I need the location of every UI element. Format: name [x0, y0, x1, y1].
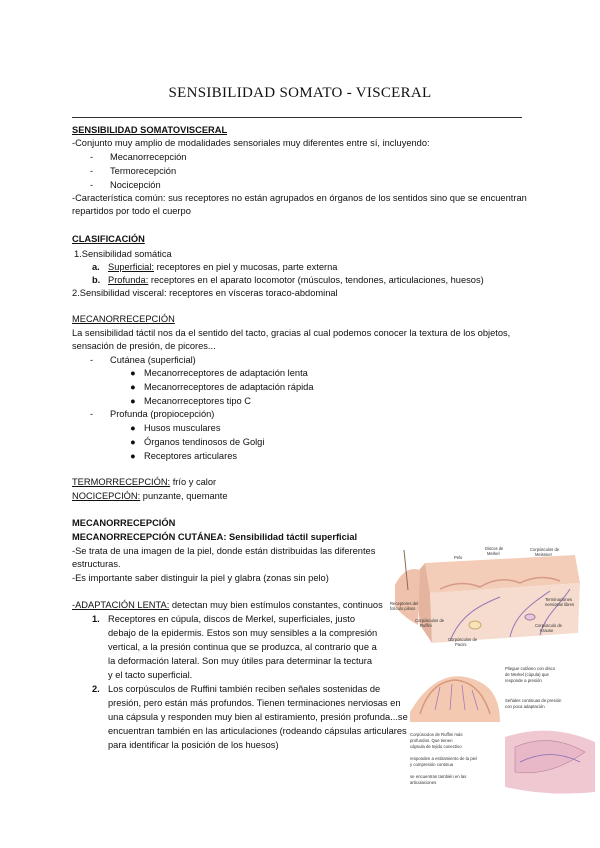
list-item-cutanea — [90, 354, 196, 366]
list-item-label: Termorecepción — [110, 166, 177, 176]
subheading-cutanea: MECANORRECEPCIÓN CUTÁNEA: Sensibilidad táctil superficial — [72, 532, 358, 542]
section-heading-somatovisceral: SENSIBILIDAD SOMATOVISCERAL — [72, 125, 228, 135]
label-ruffini: Ruffini — [420, 623, 432, 628]
label-pacini: Pacini — [455, 642, 467, 647]
label-merkel: Merkel — [487, 551, 500, 556]
list-item-label: Mecanorreceptores de adaptación rápida — [144, 382, 314, 392]
merkel-dome-icon — [410, 676, 500, 722]
ruffini-corpuscle-icon — [525, 614, 535, 620]
list-item-label: Receptores articulares — [144, 451, 238, 461]
common-text-1: -Característica común: sus receptores no están agrupados en órganos de los sentidos sino que se encuentran — [72, 193, 527, 203]
bullet-dot: ● — [130, 396, 136, 406]
section-heading-mecanorrecepcion: MECANORRECEPCIÓN — [72, 314, 175, 324]
receptor-detail-figure — [400, 652, 600, 802]
mecano-text-1: La sensibilidad táctil nos da el sentido del tacto, gracias al cual podemos conocer la textura de los objetos, — [72, 328, 511, 338]
term-profunda: Profunda: — [108, 275, 149, 285]
section-heading-mecano-2: MECANORRECEPCIÓN — [72, 518, 176, 528]
list-item-label: Mecanorrecepción — [110, 152, 187, 162]
list-item-label: Nocicepción — [110, 180, 161, 190]
bullet-dot: ● — [130, 368, 136, 378]
term-adaptacion-lenta: -ADAPTACIÓN LENTA: — [72, 600, 170, 610]
list-item-label: Husos musculares — [144, 423, 221, 433]
fig2-bottom-5: y compresión continua — [410, 762, 453, 767]
label-corp-pacini: Corpúsculos de — [448, 637, 478, 642]
list-item-label: Mecanorreceptores tipo C — [144, 396, 251, 406]
fig2-bottom-6: se encuentran también en las — [410, 774, 467, 779]
item1-line-3: vertical, a la presión continua que se produzca, al contrario que a — [108, 642, 377, 652]
bullet-dot: ● — [130, 382, 136, 392]
item2-line-4: encuentran también en las articulaciones (rodeando cápsulas articulares — [108, 726, 407, 736]
intro-text: -Conjunto muy amplio de modalidades sensoriales muy diferentes entre sí, incluyendo: — [72, 138, 430, 148]
term-superficial: Superficial: — [108, 262, 154, 272]
item2-line-2: presión, pero están más profundos. Tienen terminaciones nerviosas en — [108, 698, 401, 708]
bullet-dot: ● — [130, 423, 136, 433]
list-item-label: Cutánea (superficial) — [110, 355, 196, 365]
clasif-visceral: 2.Sensibilidad visceral: receptores en vísceras toraco-abdominal — [72, 288, 338, 298]
label-receptores: Receptores del — [390, 601, 419, 606]
skin-cross-section-figure — [390, 545, 588, 647]
list-marker: a. — [92, 262, 100, 272]
label-pelo: Pelo — [454, 555, 463, 560]
fig2-bottom-4: responden a estiramiento de la piel — [410, 756, 477, 761]
fig2-bottom-3: cápsula de tejido conectivo — [410, 744, 462, 749]
fig2-bottom-1: Corpúsculos de Ruffini más — [410, 732, 463, 737]
item1-line-5: y el tacto superficial. — [108, 670, 193, 680]
list-item-label: Profunda (propiocepción) — [110, 409, 215, 419]
list-dash: - — [90, 180, 94, 190]
fig2-bottom-2: profundos. Que tienen — [410, 738, 453, 743]
list-dash: - — [90, 409, 94, 419]
list-item-termo — [90, 165, 177, 177]
page-title: SENSIBILIDAD SOMATO - VISCERAL — [168, 85, 432, 101]
list-marker: 1. — [92, 614, 100, 624]
cutanea-text-3: -Es importante saber distinguir la piel y glabra (zonas sin pelo) — [72, 573, 329, 583]
fig2-right-5: con poca adaptación — [505, 704, 545, 709]
fig2-right-2: de Merkel (cúpula) que — [505, 672, 549, 677]
list-dash: - — [90, 166, 94, 176]
item2-line-3: una cápsula y responden muy bien al estiramiento, presión profunda...se — [108, 712, 408, 722]
clasif-profunda — [92, 274, 484, 286]
label-corp-meissner: Corpúsculos de — [530, 547, 560, 552]
label-discos: Discos de — [485, 546, 504, 551]
pacini-corpuscle-icon — [469, 621, 481, 629]
item1-line-2: debajo de la epidermis. Estos son muy sensibles a la compresión — [108, 628, 378, 638]
term-nocicepcion: NOCICEPCIÓN: — [72, 491, 141, 501]
label-corp-krause: Corpúsculo de — [535, 623, 563, 628]
label-krause: Krause — [540, 628, 554, 633]
term-termorrecepcion: TERMORRECEPCIÓN: — [72, 477, 171, 487]
mecano-text-2: sensación de presión, de picores... — [72, 341, 216, 351]
term-adaptacion-lenta-desc: detectan muy bien estímulos constantes, continuos — [169, 600, 383, 610]
common-text-2: repartidos por todo el cuerpo — [72, 206, 191, 216]
fig2-bottom-7: articulaciones — [410, 780, 437, 785]
fig2-right-1: Pliegue cutáneo con disco — [505, 666, 556, 671]
item2-line-5: para identificar la posición de los huesos) — [108, 740, 279, 750]
label-corp-ruffini: Corpúsculos de — [415, 618, 445, 623]
label-nerviosas: nerviosas libres — [545, 602, 575, 607]
label-terminaciones: Terminaciones — [545, 597, 572, 602]
term-termorrecepcion-desc: frío y calor — [170, 477, 217, 487]
item2-line-1: Los corpúsculos de Ruffini también reciben señales sostenidas de — [108, 684, 381, 694]
cutanea-text-1: -Se trata de una imagen de la piel, donde están distribuidas las diferentes — [72, 546, 376, 556]
cutanea-text-2: estructuras. — [72, 559, 121, 569]
clasif-superficial — [92, 261, 338, 273]
list-item-articulares — [130, 450, 238, 462]
list-item-mecano — [90, 151, 187, 163]
list-item-label: Órganos tendinosos de Golgi — [144, 437, 265, 447]
fig2-right-3: responde a presión — [505, 678, 542, 683]
termorrecepcion-line — [72, 476, 216, 488]
hairy-skin — [395, 569, 420, 625]
term-nocicepcion-desc: punzante, quemante — [140, 491, 228, 501]
item1-line-4: la deformación lateral. Son muy útiles para determinar la tectura — [108, 656, 373, 666]
list-marker: b. — [92, 275, 101, 285]
list-item-label: Mecanorreceptores de adaptación lenta — [144, 368, 308, 378]
bullet-dot: ● — [130, 451, 136, 461]
list-item-noci — [90, 179, 161, 191]
section-heading-clasificacion: CLASIFICACIÓN — [72, 234, 145, 244]
list-item-golgi — [130, 436, 265, 448]
list-item-husos — [130, 422, 221, 434]
term-superficial-desc: receptores en piel y mucosas, parte externa — [154, 262, 338, 272]
list-item-lenta — [130, 367, 308, 379]
title-divider — [72, 117, 522, 118]
list-item-rapida — [130, 381, 314, 393]
label-meissner: Meissner — [535, 552, 552, 557]
list-item-profunda — [90, 408, 215, 420]
item1-line-1: Receptores en cúpula, discos de Merkel, superficiales, justo — [108, 614, 356, 624]
label-foliculo: folículo piloso — [390, 606, 416, 611]
bullet-dot: ● — [130, 437, 136, 447]
adaptacion-lenta-line — [72, 599, 383, 611]
clasif-somatica: 1.Sensibilidad somática — [74, 249, 172, 259]
dermis-block — [430, 583, 580, 643]
list-marker: 2. — [92, 684, 100, 694]
list-item-tipo-c — [130, 395, 251, 407]
list-dash: - — [90, 152, 94, 162]
fig2-right-4: Señales continuas de presión — [505, 698, 562, 703]
nocicepcion-line — [72, 490, 228, 502]
term-profunda-desc: receptores en el aparato locomotor (músculos, tendones, articulaciones, huesos) — [148, 275, 484, 285]
list-dash: - — [90, 355, 94, 365]
